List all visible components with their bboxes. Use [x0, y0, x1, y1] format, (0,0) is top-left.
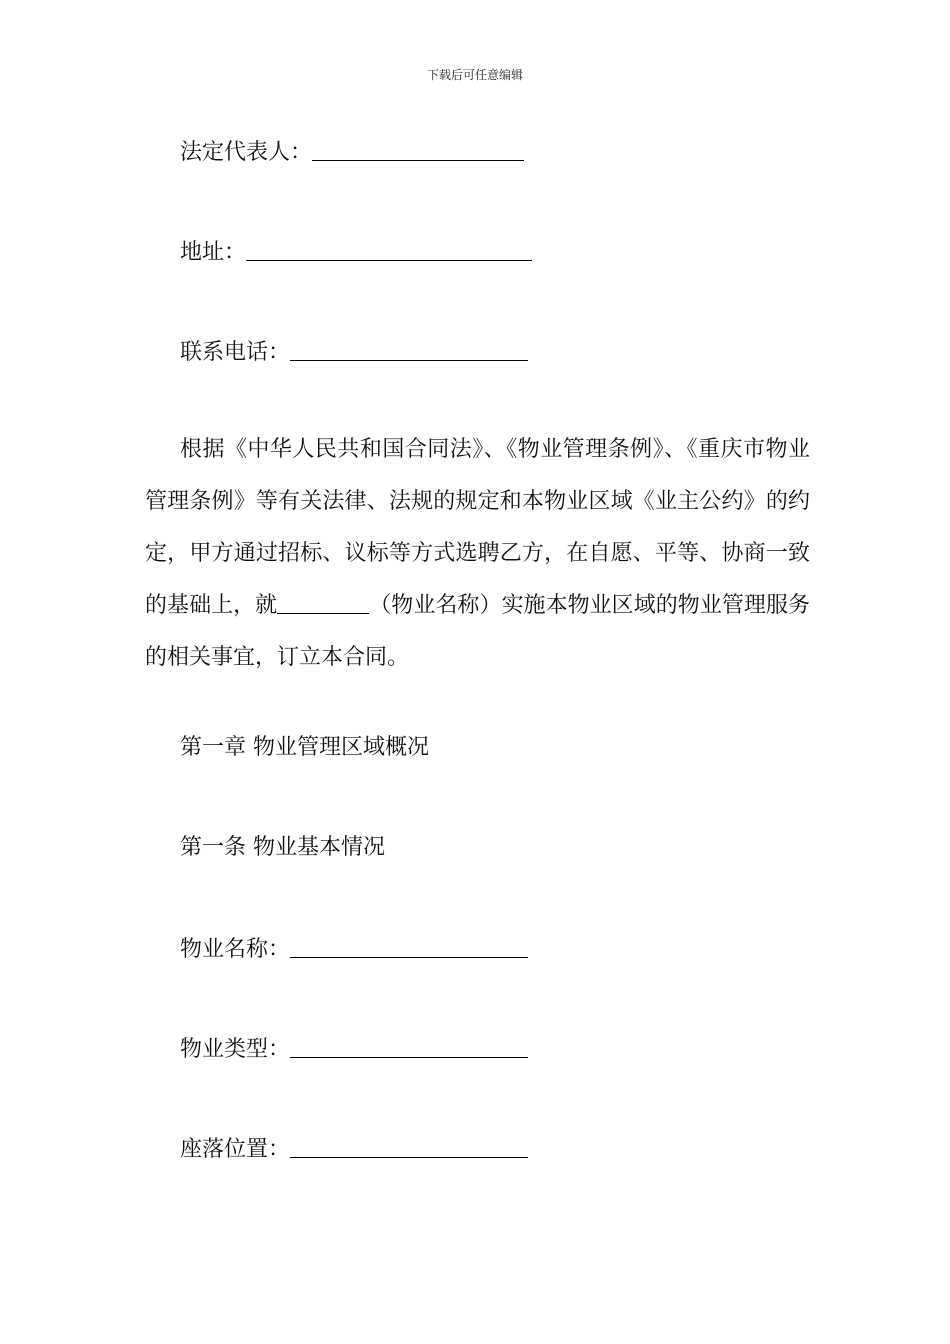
property-type-line: [180, 1037, 528, 1061]
property-name-blank[interactable]: [290, 937, 528, 958]
paragraph-text-before: 根据《中华人民共和国合同法》、《物业管理条例》、《重庆市物业管理条例》等有关法律、法规的规定和本物业区域《业主公约》的约定，甲方通过招标、议标等方式选聘乙方，在自愿、平等、协商一致的基础上，就: [145, 437, 810, 618]
phone-label: 联系电话：: [180, 340, 291, 365]
property-location-blank[interactable]: [290, 1137, 528, 1158]
property-location-label: 座落位置：: [180, 1137, 291, 1162]
paragraph-text-after: （物业名称）实施本物业区域的物业管理服务的相关事宜，订立本合同。: [145, 593, 810, 670]
address-blank[interactable]: [246, 240, 532, 261]
page-header: 下载后可任意编辑: [426, 68, 523, 82]
article-title: 第一条 物业基本情况: [180, 835, 385, 860]
phone-line: [180, 340, 528, 364]
property-type-blank[interactable]: [290, 1037, 528, 1058]
property-type-label: 物业类型：: [180, 1037, 291, 1062]
address-label: 地址：: [180, 240, 247, 265]
property-location-line: [180, 1137, 528, 1161]
property-name-label: 物业名称：: [180, 937, 291, 962]
property-name-inline-blank[interactable]: [277, 593, 369, 614]
property-name-line: [180, 937, 528, 961]
legal-representative-blank[interactable]: [312, 140, 524, 161]
phone-blank[interactable]: [290, 340, 528, 361]
address-line: [180, 240, 532, 264]
legal-representative-label: 法定代表人：: [180, 140, 313, 165]
contract-basis-paragraph: [145, 424, 810, 684]
legal-representative-line: [180, 140, 524, 164]
chapter-title: 第一章 物业管理区域概况: [180, 735, 429, 760]
